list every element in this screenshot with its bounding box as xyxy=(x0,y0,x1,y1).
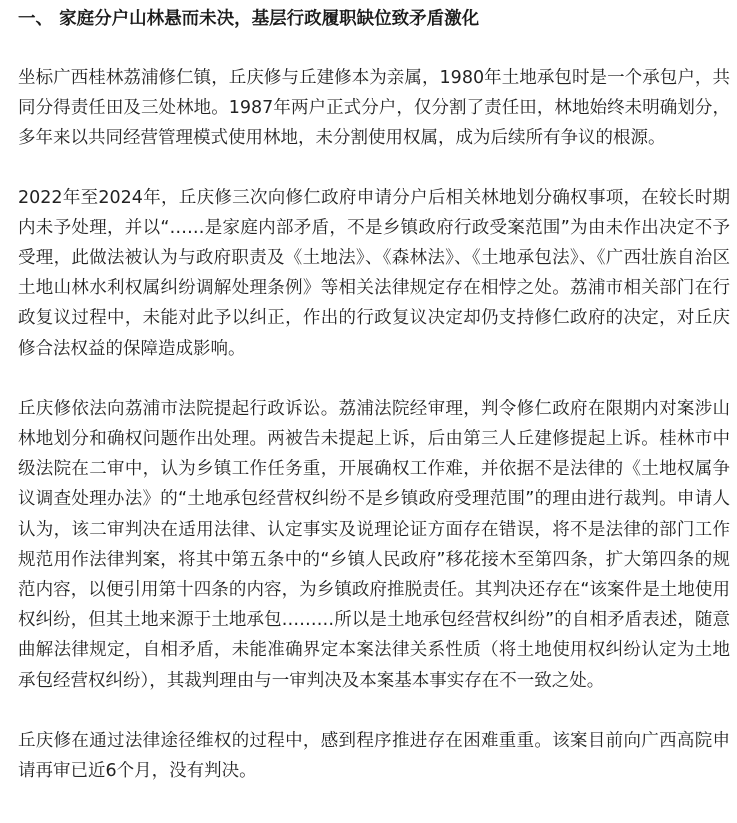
paragraph-administrative-review: 2022年至2024年，丘庆修三次向修仁政府申请分户后相关林地划分确权事项，在较长时期内未予处理，并以“……是家庭内部矛盾，不是乡镇政府行政受案范围”为由未作出决定不予受理，此做法被认为与政府职责及《土地法》、《森林法》、《土地承包法》、《广西壮族自治区土地山林水利权属纠纷调解处理条例》等相关法律规定存在相悖之处。荔浦市相关部门在行政复议过程中，未能对此予以纠正，作出的行政复议决定却仍支持修仁政府的决定，对丘庆修合法权益的保障造成影响。 xyxy=(18,187,730,359)
paragraph-background: 坐标广西桂林荔浦修仁镇，丘庆修与丘建修本为亲属，1980年土地承包时是一个承包户，共同分得责任田及三处林地。1987年两户正式分户，仅分割了责任田，林地始终未明确划分，多年来以共同经营管理模式使用林地，未分割使用权属，成为后续所有争议的根源。 xyxy=(18,68,730,149)
paragraph-litigation: 丘庆修依法向荔浦市法院提起行政诉讼。荔浦法院经审理，判令修仁政府在限期内对案涉山林地划分和确权问题作出处理。两被告未提起上诉，后由第三人丘建修提起上诉。桂林市中级法院在二审中，认为乡镇工作任务重，开展确权工作难，并依据不是法律的《土地权属争议调查处理办法》的“土地承包经营权纠纷不是乡镇政府受理范围”的理由进行裁判。申请人认为，该二审判决在适用法律、认定事实及说理论证方面存在错误，将不是法律的部门工作规范用作法律判案，将其中第五条中的“乡镇人民政府”移花接木至第四条，扩大第四条的规范内容，以便引用第十四条的内容，为乡镇政府推脱责任。其判决还存在“该案件是土地使用权纠纷，但其土地来源于土地承包………所以是土地承包经营权纠纷”的自相矛盾表述，随意曲解法律规定，自相矛盾，未能准确界定本案法律关系性质（将土地使用权纠纷认定为土地承包经营权纠纷），其裁判理由与一审判决及本案基本事实存在不一致之处。 xyxy=(18,398,730,691)
section-heading: 一、 家庭分户山林悬而未决，基层行政履职缺位致矛盾激化 xyxy=(18,9,480,29)
paragraph-current-status: 丘庆修在通过法律途径维权的过程中，感到程序推进存在困难重重。该案目前向广西高院申请再审已近6个月，没有判决。 xyxy=(18,730,730,782)
article xyxy=(18,0,730,786)
